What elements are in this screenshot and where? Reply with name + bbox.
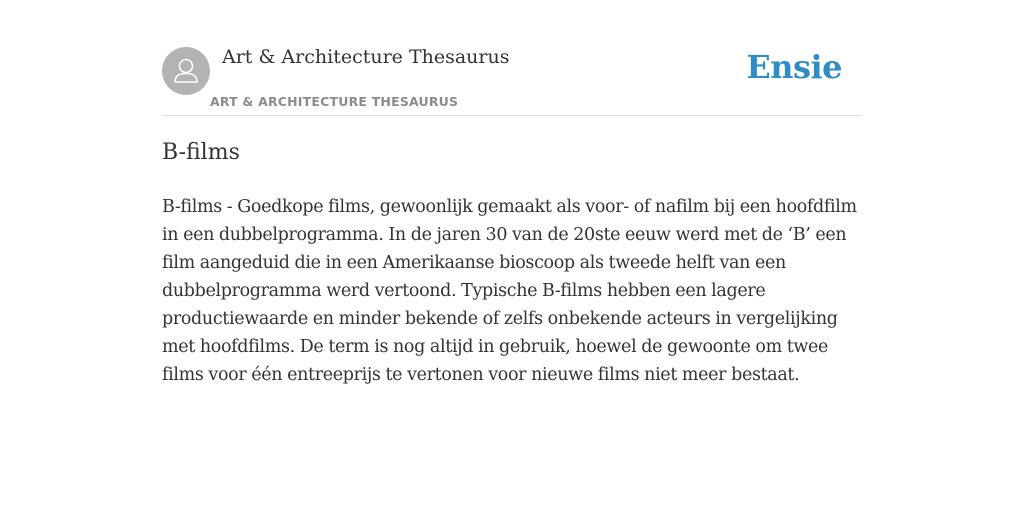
entry-definition: B-films - Goedkope films, gewoonlijk gemaakt als voor- of nafilm bij een hoofdfilm in een dubbelprogramma. In de jaren 30 van de 20ste eeuw werd met de ‘B’ een film aangeduid die in een Amerikaanse bioscoop als tweede helft van een dubbelprogramma werd vertoond. Typische B-films hebben een lagere productiewaarde en minder bekende of zelfs onbekende acteurs in vergelijking met hoofdfilms. De term is nog altijd in gebruik, hoewel de gewoonte om twee films voor één entreeprijs te vertonen voor nieuwe films niet meer bestaat. (162, 197, 857, 385)
user-placeholder-icon (162, 47, 210, 95)
entry-term: B-films (162, 140, 240, 165)
source-header (162, 40, 862, 116)
source-subtitle: ART & ARCHITECTURE THESAURUS (210, 94, 459, 109)
source-title-link[interactable]: Art & Architecture Thesaurus (222, 46, 510, 68)
brand-logo[interactable]: Ensie (746, 48, 842, 86)
avatar[interactable] (162, 47, 210, 95)
